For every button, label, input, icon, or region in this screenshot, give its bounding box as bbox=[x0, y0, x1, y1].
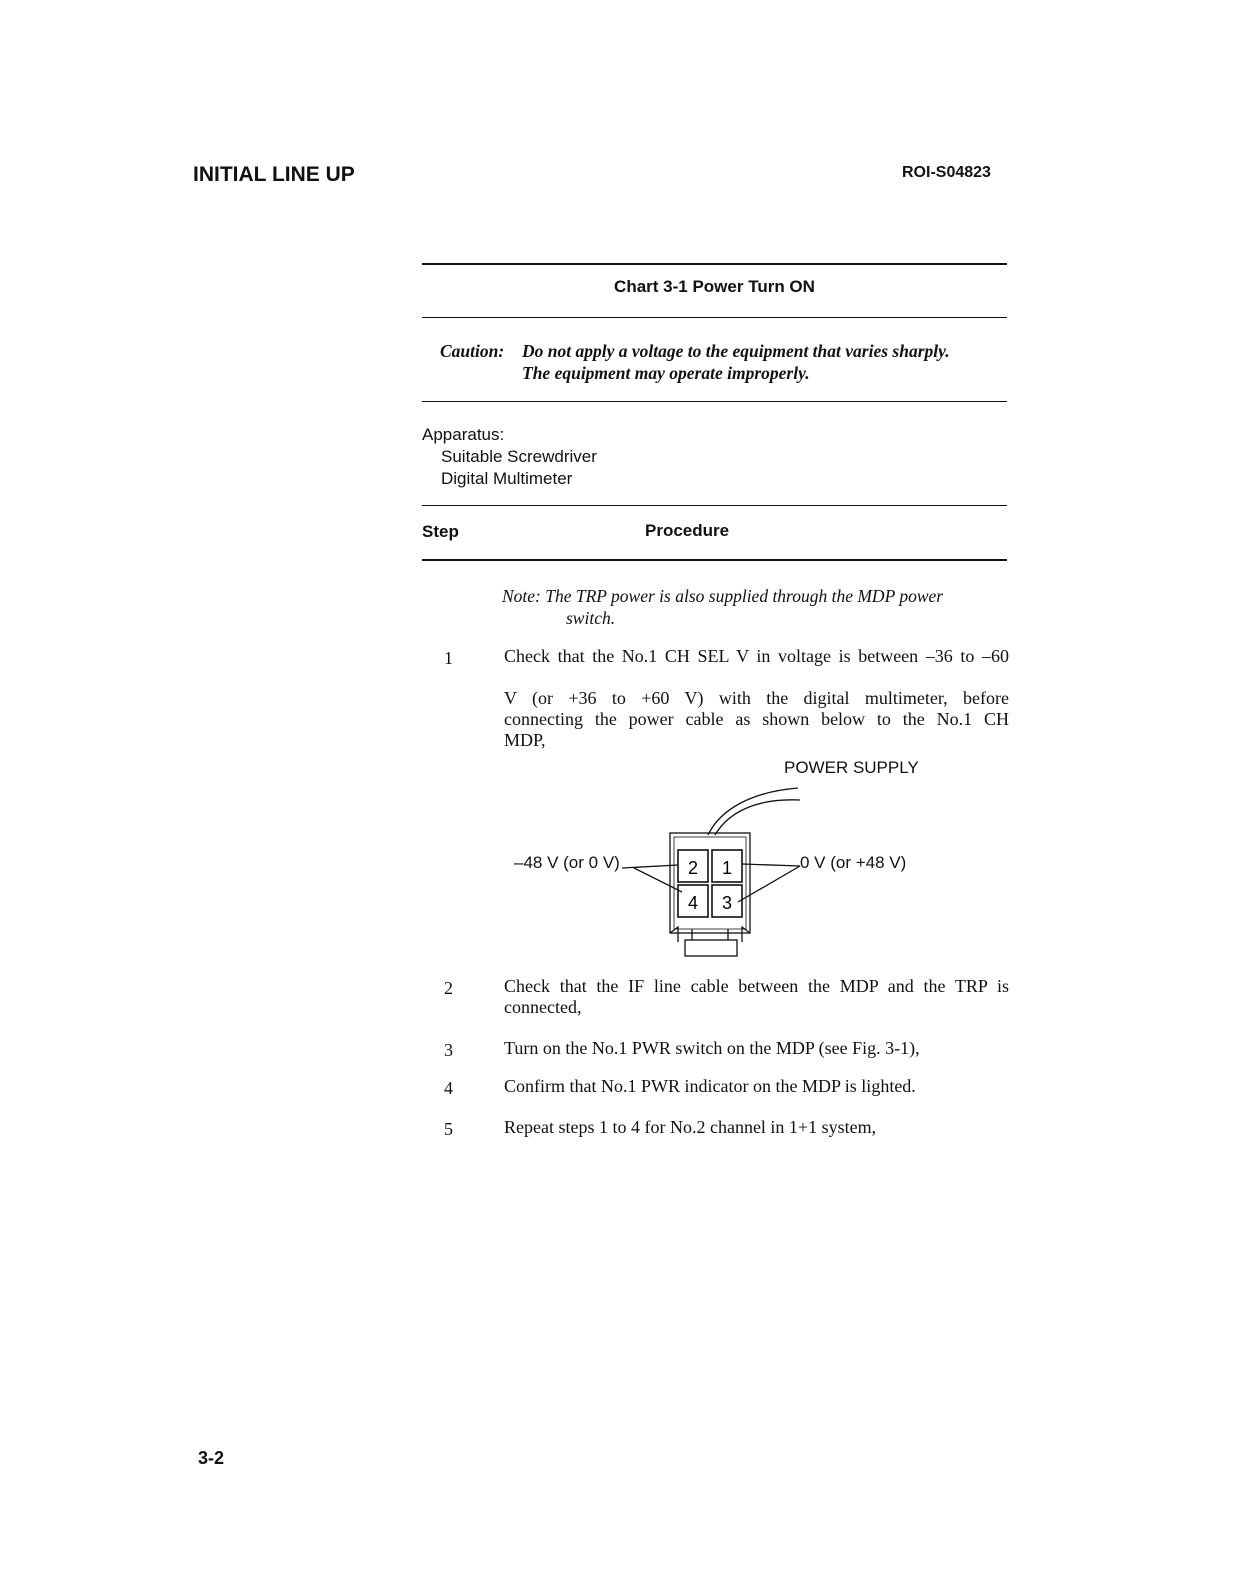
step-number: 4 bbox=[444, 1078, 453, 1098]
step-line: connected, bbox=[504, 997, 582, 1017]
power-supply-label: POWER SUPPLY bbox=[784, 758, 919, 777]
connector-latch bbox=[685, 940, 737, 956]
document-id: ROI-S04823 bbox=[902, 164, 991, 181]
rule-below-columns bbox=[422, 559, 1007, 561]
positive-terminal-label: 0 V (or +48 V) bbox=[800, 853, 907, 872]
pin-label-3: 3 bbox=[721, 893, 733, 913]
step-line: V (or +36 to +60 V) with the digital multimeter, before bbox=[504, 688, 1009, 708]
rule-below-caution bbox=[422, 401, 1007, 402]
pin-label-2: 2 bbox=[687, 858, 699, 878]
apparatus-item: Digital Multimeter bbox=[441, 469, 573, 488]
step-line: Confirm that No.1 PWR indicator on the MDP is lighted. bbox=[504, 1076, 916, 1096]
apparatus-item: Suitable Screwdriver bbox=[441, 447, 597, 466]
step-number: 2 bbox=[444, 978, 453, 998]
note-block bbox=[502, 585, 1012, 629]
step-text bbox=[504, 1038, 1009, 1059]
step-number: 3 bbox=[444, 1040, 453, 1060]
chart-title: Chart 3-1 Power Turn ON bbox=[614, 277, 815, 296]
connector-housing bbox=[670, 833, 750, 933]
power-cable bbox=[715, 800, 800, 835]
step-text bbox=[504, 646, 1009, 751]
caution-text-line1: Do not apply a voltage to the equipment that varies sharply. bbox=[522, 341, 950, 361]
caution-text-line2: The equipment may operate improperly. bbox=[522, 363, 810, 383]
step-line: Repeat steps 1 to 4 for No.2 channel in 1+1 system, bbox=[504, 1117, 877, 1137]
column-header-step: Step bbox=[422, 522, 459, 541]
step-number: 1 bbox=[444, 648, 453, 668]
rule-top bbox=[422, 263, 1007, 265]
step-number: 5 bbox=[444, 1119, 453, 1139]
note-line2: switch. bbox=[566, 608, 616, 628]
negative-terminal-label: –48 V (or 0 V) bbox=[514, 853, 620, 872]
step-line: Check that the No.1 CH SEL V in voltage is between –36 to –60 bbox=[504, 646, 1009, 666]
caution-block bbox=[440, 340, 1020, 384]
power-connector-diagram bbox=[620, 780, 820, 965]
rule-below-title bbox=[422, 317, 1007, 318]
step-text bbox=[504, 1076, 1009, 1097]
step-text bbox=[504, 976, 1009, 1018]
pin-label-4: 4 bbox=[687, 893, 699, 913]
step-text bbox=[504, 1117, 1009, 1138]
apparatus-title: Apparatus: bbox=[422, 425, 505, 444]
step-line: connecting the power cable as shown below to the No.1 CH bbox=[504, 709, 1009, 729]
power-cable bbox=[708, 788, 798, 835]
pin-label-1: 1 bbox=[721, 858, 733, 878]
step-line: Check that the IF line cable between the MDP and the TRP is bbox=[504, 976, 1009, 996]
rule-above-columns bbox=[422, 505, 1007, 506]
column-header-procedure: Procedure bbox=[645, 521, 730, 540]
step-line: MDP, bbox=[504, 730, 546, 750]
section-title: INITIAL LINE UP bbox=[193, 163, 355, 186]
step-line: Turn on the No.1 PWR switch on the MDP (see Fig. 3-1), bbox=[504, 1038, 920, 1058]
caution-label: Caution: bbox=[440, 341, 505, 361]
note-line1: Note: The TRP power is also supplied through the MDP power bbox=[502, 586, 944, 606]
page-number: 3-2 bbox=[198, 1448, 225, 1468]
